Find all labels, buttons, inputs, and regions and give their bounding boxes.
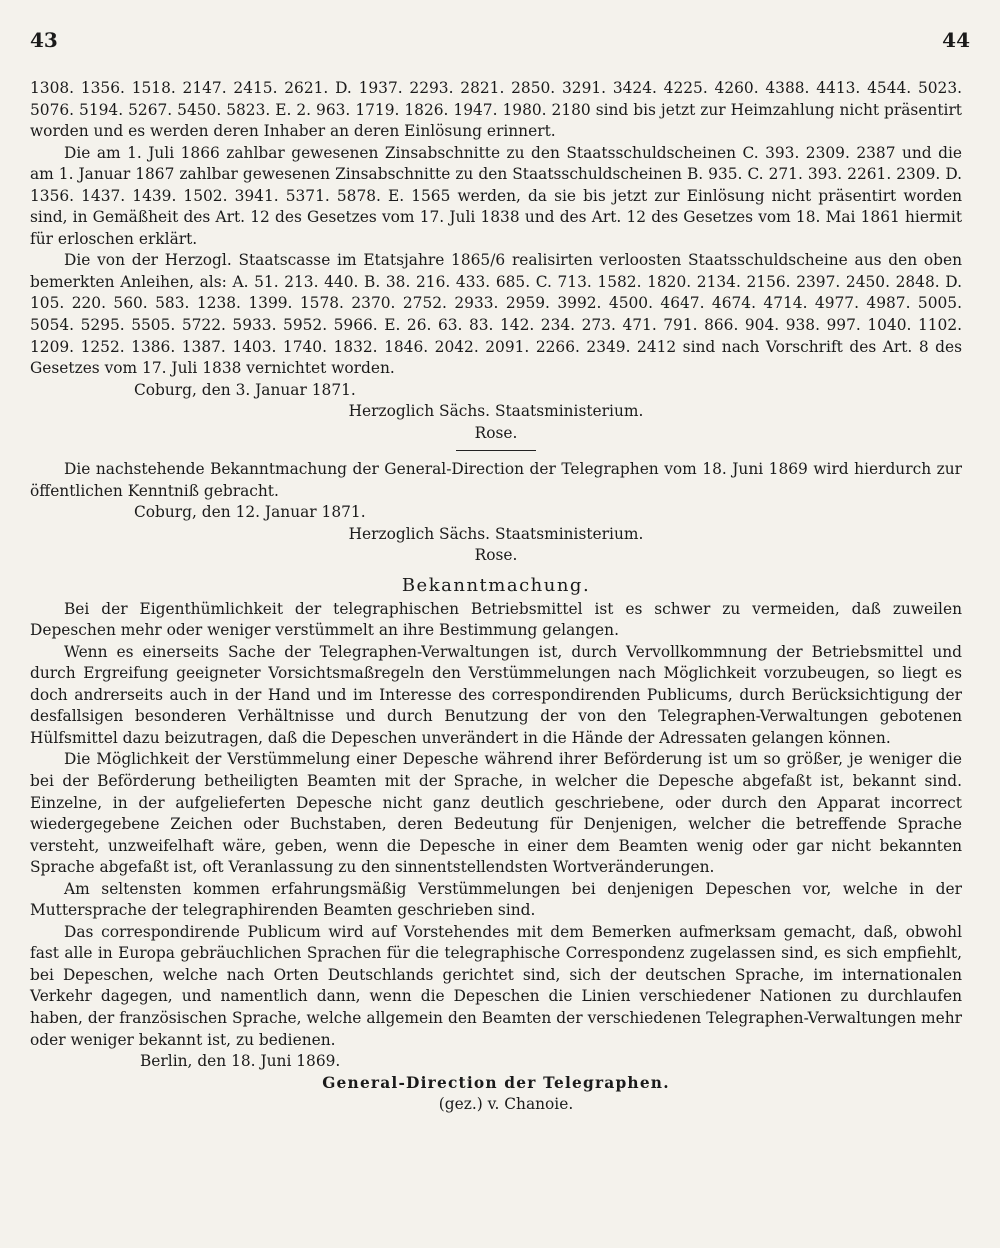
notice1-paragraph-1: 1308. 1356. 1518. 2147. 2415. 2621. D. 1937. 2293. 2821. 2850. 3291. 3424. 4225. 4260. 4388. 4413. 4544. 5023. 5076. 5194. 5267. 5450. 5823. E. 2. 963. 1719. 1826. 1947. 1980. 2180 sind bis jetzt zur Heimzahlung nicht präsentirt worden und es werden deren Inhaber an deren Einlösung erinnert. <box>30 79 962 141</box>
bekanntmachung-place-date: Berlin, den 18. Juni 1869. <box>140 1052 341 1071</box>
page-body <box>30 78 962 1116</box>
bekanntmachung-paragraph-5: Das correspondirende Publicum wird auf Vorstehendes mit dem Bemerken aufmerksam gemacht, daß, obwohl fast alle in Europa gebräuchlichen Sprachen für die telegraphische Correspondenz zugelassen sind, es sich empfiehlt, bei Depeschen, welche nach Orten Deutschlands gerichtet sind, sich der deutschen Sprache, im internationalen Verkehr dagegen, und namentlich dann, wenn die Depeschen die Linien verschiedener Nationen zu durchlaufen haben, der französischen Sprache, welche allgemein den Beamten der verschiedenen Telegraphen-Verwaltungen mehr oder weniger bekannt ist, zu bedienen. <box>30 922 962 1049</box>
notice1-paragraph-3: Die von der Herzogl. Staatscasse im Etatsjahre 1865/6 realisirten verloosten Staatsschuldscheine aus den oben bemerkten Anleihen, als: A. 51. 213. 440. B. 38. 216. 433. 685. C. 713. 1582. 1820. 2134. 2156. 2397. 2450. 2848. D. 105. 220. 560. 583. 1238. 1399. 1578. 2370. 2752. 2933. 2959. 3992. 4500. 4647. 4674. 4714. 4977. 4987. 5005. 5054. 5295. 5505. 5722. 5933. 5952. 5966. E. 26. 63. 83. 142. 234. 273. 471. 791. 866. 904. 938. 997. 1040. 1102. 1209. 1252. 1386. 1387. 1403. 1740. 1832. 1846. 2042. 2091. 2266. 2349. 2412 sind nach Vorschrift des Art. 8 des Gesetzes vom 17. Juli 1838 vernichtet worden. <box>30 251 962 378</box>
bekanntmachung-signed: (gez.) v. Chanoie. <box>438 1095 574 1114</box>
page-number-right: 44 <box>942 28 970 52</box>
notice1-ministry: Herzoglich Sächs. Staatsministerium. <box>348 402 644 421</box>
notice2-signer: Rose. <box>474 546 518 565</box>
bekanntmachung-paragraph-4: Am seltensten kommen erfahrungsmäßig Verstümmelungen bei denjenigen Depeschen vor, welche in der Muttersprache der telegraphirenden Beamten geschrieben sind. <box>30 879 962 920</box>
notice1-place-date: Coburg, den 3. Januar 1871. <box>134 380 356 399</box>
notice2-ministry: Herzoglich Sächs. Staatsministerium. <box>348 524 644 543</box>
section-divider <box>456 450 536 451</box>
bekanntmachung-title: Bekanntmachung. <box>401 575 591 597</box>
notice2-place-date: Coburg, den 12. Januar 1871. <box>134 503 366 522</box>
notice2-intro: Die nachstehende Bekanntmachung der General-Direction der Telegraphen vom 18. Juni 1869 wird hierdurch zur öffentlichen Kenntniß gebracht. <box>30 460 962 500</box>
bekanntmachung-paragraph-3: Die Möglichkeit der Verstümmelung einer Depesche während ihrer Beförderung ist um so größer, je weniger die bei der Beförderung betheiligten Beamten mit der Sprache, in welcher die Depesche abgefaßt ist, bekannt sind. Einzelne, in der aufgelieferten Depesche nicht ganz deutlich geschriebene, oder durch den Apparat incorrect wiedergegebene Zeichen oder Buchstaben, deren Bedeutung für Denjenigen, welcher die betreffende Sprache versteht, unzweifelhaft wäre, geben, wenn die Depesche in einer dem Beamten wenig oder gar nicht bekannten Sprache abgefaßt ist, oft Veranlassung zu den sinnentstellendsten Wortveränderungen. <box>30 750 962 877</box>
bekanntmachung-paragraph-1: Bei der Eigenthümlichkeit der telegraphischen Betriebsmittel ist es schwer zu vermeiden, daß zuweilen Depeschen mehr oder weniger verstümmelt an ihre Bestimmung gelangen. <box>30 599 962 640</box>
notice1-paragraph-2: Die am 1. Juli 1866 zahlbar gewesenen Zinsabschnitte zu den Staatsschuldscheinen C. 393. 2309. 2387 und die am 1. Januar 1867 zahlbar gewesenen Zinsabschnitte zu den Staatsschuldscheinen B. 935. C. 271. 393. 2261. 2309. D. 1356. 1437. 1439. 1502. 3941. 5371. 5878. E. 1565 werden, da sie bis jetzt zur Einlösung nicht präsentirt worden sind, in Gemäßheit des Art. 12 des Gesetzes vom 17. Juli 1838 und des Art. 12 des Gesetzes vom 18. Mai 1861 hiermit für erloschen erklärt. <box>30 143 962 248</box>
bekanntmachung-paragraph-2: Wenn es einerseits Sache der Telegraphen-Verwaltungen ist, durch Vervollkommnung der Betriebsmittel und durch Ergreifung geeigneter Vorsichtsmaßregeln den Verstümmelungen nach Möglichkeit vorzubeugen, so liegt es doch andrerseits auch in der Hand und im Interesse des correspondirenden Publicums, durch Berücksichtigung der desfallsigen besonderen Verhältnisse und durch Benutzung der von den Telegraphen-Verwaltungen gebotenen Hülfsmittel dazu beizutragen, daß die Depeschen unverändert in die Hände der Adressaten gelangen können. <box>30 642 962 747</box>
page-number-left: 43 <box>30 28 58 52</box>
bekanntmachung-organisation: General-Direction der Telegraphen. <box>322 1073 670 1092</box>
notice1-signer: Rose. <box>474 423 518 442</box>
